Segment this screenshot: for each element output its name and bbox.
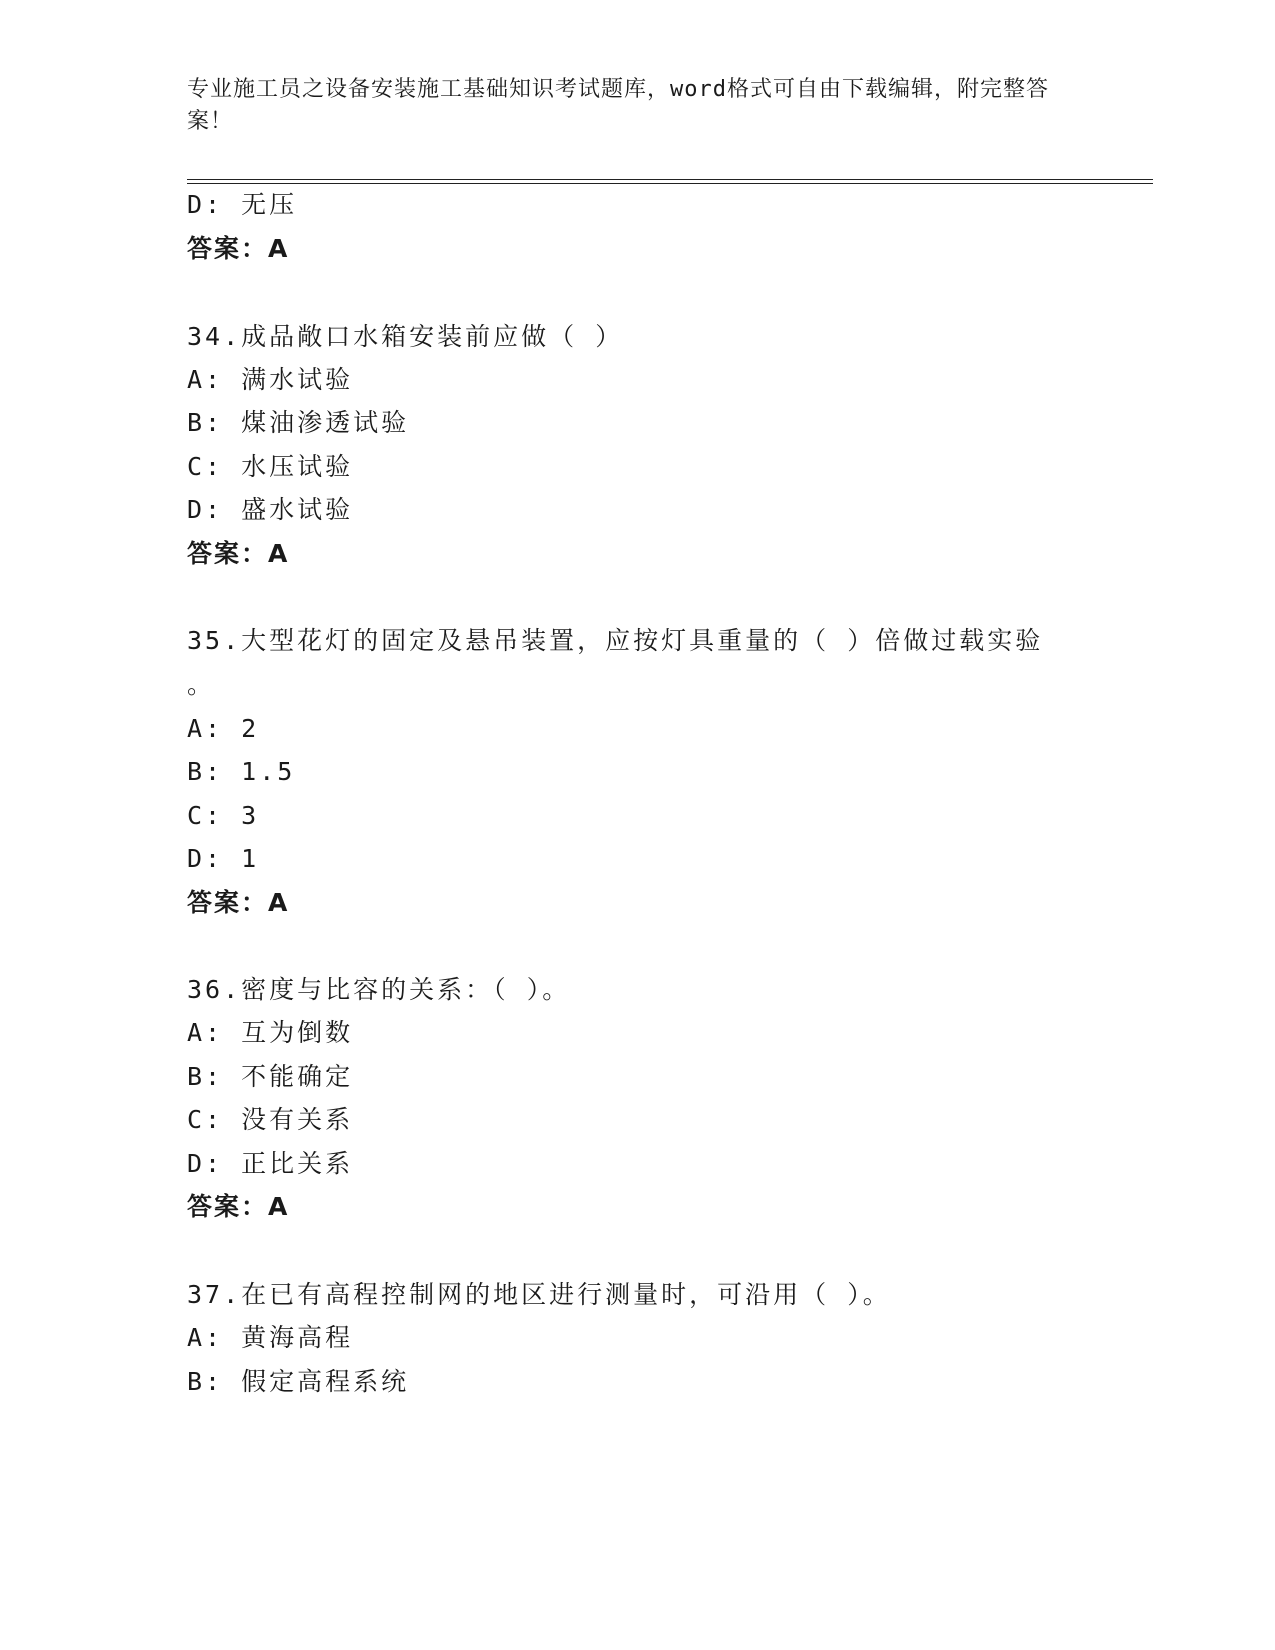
option-d: D: 1: [187, 844, 260, 873]
option-a: A: 互为倒数: [187, 1018, 354, 1047]
question-stem-continuation: 。: [187, 670, 216, 699]
option-b: B: 不能确定: [187, 1062, 354, 1091]
answer-line: [187, 886, 289, 920]
option-b: B: 煤油渗透试验: [187, 408, 410, 437]
header-rule-top: [187, 179, 1153, 180]
option-b: B: 1.5: [187, 757, 296, 786]
question-stem: 35.大型花灯的固定及悬吊装置，应按灯具重量的（ ）倍做过载实验: [187, 626, 1044, 655]
option-a: A: 满水试验: [187, 365, 354, 394]
question-stem: 37.在已有高程控制网的地区进行测量时，可沿用（ ）。: [187, 1280, 891, 1309]
question-stem: 34.成品敞口水箱安装前应做（ ）: [187, 322, 624, 351]
option-d: D: 正比关系: [187, 1149, 354, 1178]
answer-label: 答案：: [187, 888, 269, 917]
answer-value: A: [268, 888, 290, 917]
option-a: A: 2: [187, 714, 260, 743]
option-b: B: 假定高程系统: [187, 1367, 410, 1396]
answer-value: A: [268, 234, 290, 263]
question-stem: 36.密度与比容的关系：（ ）。: [187, 975, 571, 1004]
option-c: C: 3: [187, 801, 260, 830]
answer-value: A: [268, 539, 290, 568]
answer-line: [187, 232, 289, 266]
option-c: C: 水压试验: [187, 452, 354, 481]
page-header: 专业施工员之设备安装施工基础知识考试题库，word格式可自由下载编辑，附完整答案！: [187, 77, 1049, 134]
option-c: C: 没有关系: [187, 1105, 354, 1134]
answer-value: A: [268, 1192, 290, 1221]
option-a: A: 黄海高程: [187, 1323, 354, 1352]
answer-label: 答案：: [187, 1192, 269, 1221]
header-rule-bottom: [187, 183, 1153, 184]
answer-line: [187, 537, 289, 571]
answer-line: [187, 1190, 289, 1224]
option-d: D: 盛水试验: [187, 495, 354, 524]
option-d: D: 无压: [187, 190, 298, 219]
answer-label: 答案：: [187, 234, 269, 263]
answer-label: 答案：: [187, 539, 269, 568]
